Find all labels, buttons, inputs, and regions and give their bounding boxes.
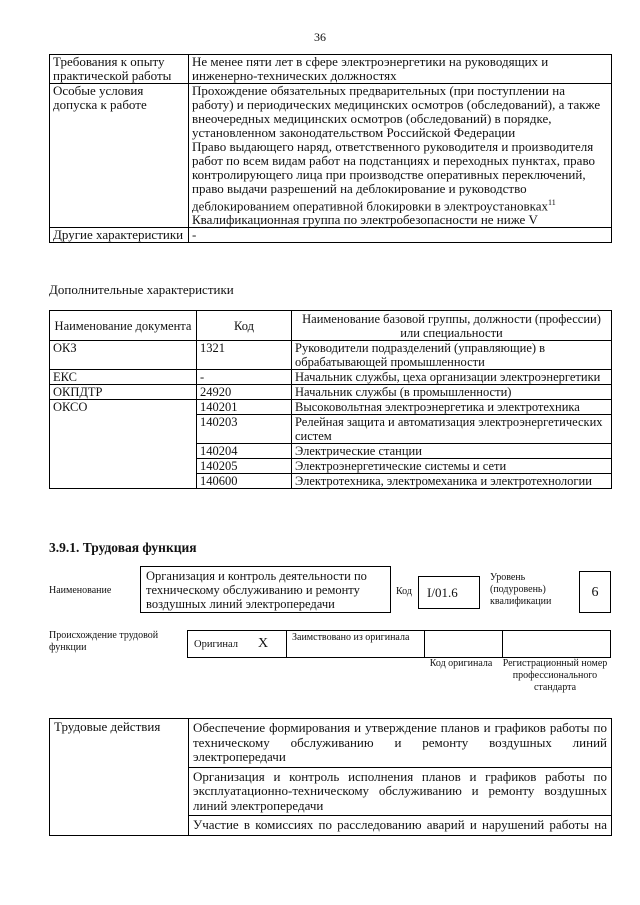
name-cell: Электрические станции bbox=[292, 444, 612, 459]
divider bbox=[286, 631, 287, 657]
table-row bbox=[50, 719, 612, 768]
code-cell: 140204 bbox=[197, 444, 292, 459]
table-row bbox=[50, 400, 612, 415]
code-cell: 1321 bbox=[197, 341, 292, 370]
divider bbox=[424, 631, 425, 657]
header-name: Наименование базовой группы, должности (профессии) или специальности bbox=[292, 311, 612, 341]
doc-cell: ОКПДТР bbox=[50, 385, 197, 400]
name-cell: Релейная защита и автоматизация электроэнергетических систем bbox=[292, 415, 612, 444]
table-header-row bbox=[50, 311, 612, 341]
function-title: 3.9.1. Трудовая функция bbox=[49, 540, 197, 555]
function-name: Организация и контроль деятельности по техническому обслуживанию и ремонту воздушных линий электропередачи bbox=[140, 566, 391, 613]
actions-table bbox=[49, 718, 612, 836]
table-row bbox=[50, 341, 612, 370]
actions-label: Трудовые действия bbox=[50, 719, 189, 836]
code-cell: 140600 bbox=[197, 474, 292, 489]
row-label: Другие характеристики bbox=[50, 228, 189, 243]
code-caption: Код оригинала bbox=[429, 658, 493, 669]
code-label: Код bbox=[396, 586, 412, 597]
doc-cell: ЕКС bbox=[50, 370, 197, 385]
table-row bbox=[50, 84, 612, 228]
footnote-mark: 11 bbox=[548, 198, 556, 207]
table-row bbox=[50, 228, 612, 243]
name-label: Наименование bbox=[49, 585, 112, 596]
doc-cell: ОКЗ bbox=[50, 341, 197, 370]
condition-medical: Прохождение обязательных предварительных (при поступлении на работу) и периодических медицинских осмотров (обследований), а также внеочередных медицинских осмотров (обследований) в порядке, установленном законодательством Российской Федерации bbox=[192, 83, 601, 140]
function-code: I/01.6 bbox=[418, 576, 480, 609]
divider bbox=[502, 631, 503, 657]
origin-label: Происхождение трудовой функции bbox=[49, 630, 159, 653]
original-mark: X bbox=[258, 636, 269, 651]
condition-rights bbox=[192, 140, 608, 213]
additional-title: Дополнительные характеристики bbox=[49, 282, 234, 297]
name-cell: Начальник службы, цеха организации электроэнергетики bbox=[292, 370, 612, 385]
doc-cell: ОКСО bbox=[50, 400, 197, 489]
name-cell: Электроэнергетические системы и сети bbox=[292, 459, 612, 474]
table-row bbox=[50, 385, 612, 400]
condition-group: Квалификационная группа по электробезопасности не ниже V bbox=[192, 212, 538, 228]
original-label: Оригинал bbox=[194, 639, 238, 650]
code-cell: 24920 bbox=[197, 385, 292, 400]
header-code: Код bbox=[197, 311, 292, 341]
condition-rights-text: Право выдающего наряд, ответственного руководителя и производителя работ по всем видам работ на подстанциях и переходных пунктах, право контролирующего лица при производстве оперативных переключений, право выдачи разрешений на деблокирование и руководство деблокированием оперативной блокировки в электроустановках bbox=[192, 139, 596, 214]
level-label: Уровень (подуровень) квалификации bbox=[490, 572, 552, 607]
table-row bbox=[50, 55, 612, 84]
code-cell: 140205 bbox=[197, 459, 292, 474]
name-cell: Высоковольтная электроэнергетика и электротехника bbox=[292, 400, 612, 415]
row-value: - bbox=[189, 228, 612, 243]
code-cell: - bbox=[197, 370, 292, 385]
origin-box bbox=[187, 630, 611, 658]
borrowed-label: Заимствовано из оригинала bbox=[292, 632, 410, 643]
additional-table bbox=[49, 310, 612, 489]
code-cell: 140203 bbox=[197, 415, 292, 444]
row-value bbox=[189, 84, 612, 228]
requirements-table bbox=[49, 54, 612, 243]
table-row bbox=[50, 370, 612, 385]
name-cell: Руководители подразделений (управляющие) в обрабатывающей промышленности bbox=[292, 341, 612, 370]
action-item: Участие в комиссиях по расследованию аварий и нарушений работы на bbox=[189, 816, 612, 836]
row-label: Особые условия допуска к работе bbox=[50, 84, 189, 228]
page-number: 36 bbox=[314, 30, 326, 44]
name-cell: Начальник службы (в промышленности) bbox=[292, 385, 612, 400]
row-label: Требования к опыту практической работы bbox=[50, 55, 189, 84]
header-document: Наименование документа bbox=[50, 311, 197, 341]
reg-caption: Регистрационный номер профессионального стандарта bbox=[502, 658, 608, 693]
action-item: Обеспечение формирования и утверждение планов и графиков работы по техническому обслуживанию и ремонту воздушных линий электропередачи bbox=[189, 719, 612, 768]
level-value: 6 bbox=[579, 571, 611, 613]
code-cell: 140201 bbox=[197, 400, 292, 415]
name-cell: Электротехника, электромеханика и электротехнологии bbox=[292, 474, 612, 489]
row-value: Не менее пяти лет в сфере электроэнергетики на руководящих и инженерно-технических должностях bbox=[189, 55, 612, 84]
action-item: Организация и контроль исполнения планов и графиков работы по эксплуатационно-техническому обслуживанию и ремонту воздушных линий электропередачи bbox=[189, 767, 612, 816]
